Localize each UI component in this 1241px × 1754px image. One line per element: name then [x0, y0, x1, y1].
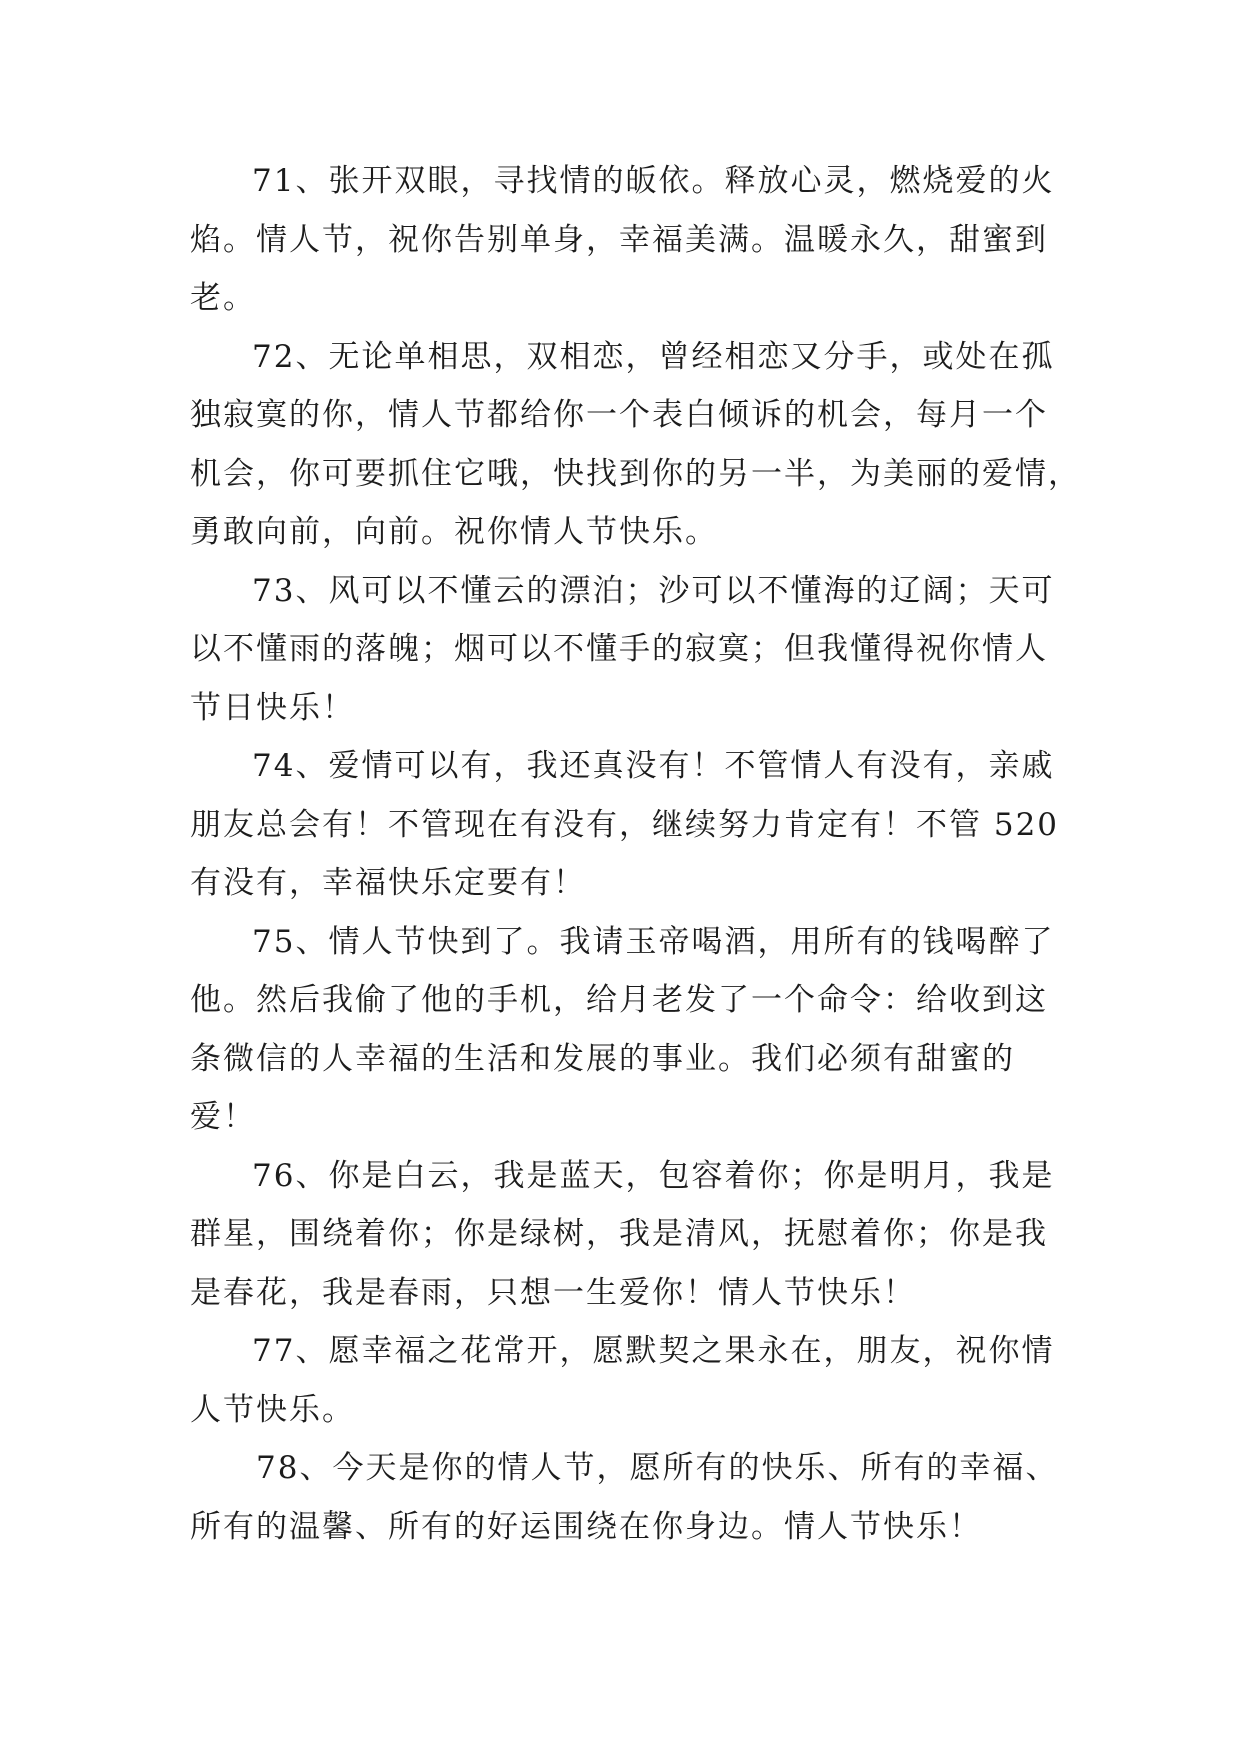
paragraph-line: 条微信的人幸福的生活和发展的事业。我们必须有甜蜜的: [190, 1040, 1015, 1077]
paragraph-line: 78、今天是你的情人节，愿所有的快乐、所有的幸福、: [256, 1450, 1059, 1486]
paragraph-line: 独寂寞的你，情人节都给你一个表白倾诉的机会，每月一个: [190, 397, 1048, 433]
paragraph-line: 77、愿幸福之花常开，愿默契之果永在，朋友，祝你情: [252, 1333, 1055, 1369]
paragraph-line: 群星，围绕着你；你是绿树，我是清风，抚慰着你；你是我: [190, 1216, 1048, 1252]
paragraph-line: 机会，你可要抓住它哦，快找到你的另一半，为美丽的爱情，: [190, 455, 1081, 492]
paragraph-74: [190, 737, 1060, 913]
paragraph-line: 有没有，幸福快乐定要有！: [190, 865, 586, 901]
paragraph-line: 所有的温馨、所有的好运围绕在你身边。情人节快乐！: [190, 1508, 982, 1545]
paragraph-line: 他。然后我偷了他的手机，给月老发了一个命令：给收到这: [190, 982, 1048, 1018]
paragraph-73: [190, 562, 1060, 738]
paragraph-line: 爱！: [190, 1099, 256, 1135]
paragraph-line: 勇敢向前，向前。祝你情人节快乐。: [190, 514, 718, 550]
paragraph-line: 人节快乐。: [190, 1391, 355, 1428]
paragraph-line: 老。: [190, 280, 256, 316]
paragraph-72: [190, 328, 1081, 562]
paragraph-line: 71、张开双眼，寻找情的皈依。释放心灵，燃烧爱的火: [252, 163, 1055, 199]
paragraph-line: 72、无论单相思，双相恋，曾经相恋又分手，或处在孤: [252, 338, 1055, 375]
paragraph-77: [190, 1322, 1060, 1439]
paragraph-76: [190, 1147, 1060, 1323]
paragraph-line: 76、你是白云，我是蓝天，包容着你；你是明月，我是: [252, 1157, 1055, 1194]
paragraph-line: 节日快乐！: [190, 689, 355, 726]
paragraph-78: [190, 1439, 1060, 1556]
paragraph-line: 焰。情人节，祝你告别单身，幸福美满。温暖永久，甜蜜到: [190, 221, 1048, 258]
paragraph-75: [190, 913, 1060, 1147]
paragraph-line: 74、爱情可以有，我还真没有！不管情人有没有，亲戚: [252, 748, 1055, 784]
paragraph-line: 以不懂雨的落魄；烟可以不懂手的寂寞；但我懂得祝你情人: [190, 631, 1048, 667]
paragraph-line: 75、情人节快到了。我请玉帝喝酒，用所有的钱喝醉了: [252, 923, 1055, 960]
paragraph-71: [190, 152, 1060, 328]
paragraph-line: 是春花，我是春雨，只想一生爱你！情人节快乐！: [190, 1274, 916, 1311]
document-body: [190, 152, 1081, 1556]
paragraph-line: 朋友总会有！不管现在有没有，继续努力肯定有！不管 520: [190, 806, 1060, 843]
paragraph-line: 73、风可以不懂云的漂泊；沙可以不懂海的辽阔；天可: [252, 572, 1055, 609]
